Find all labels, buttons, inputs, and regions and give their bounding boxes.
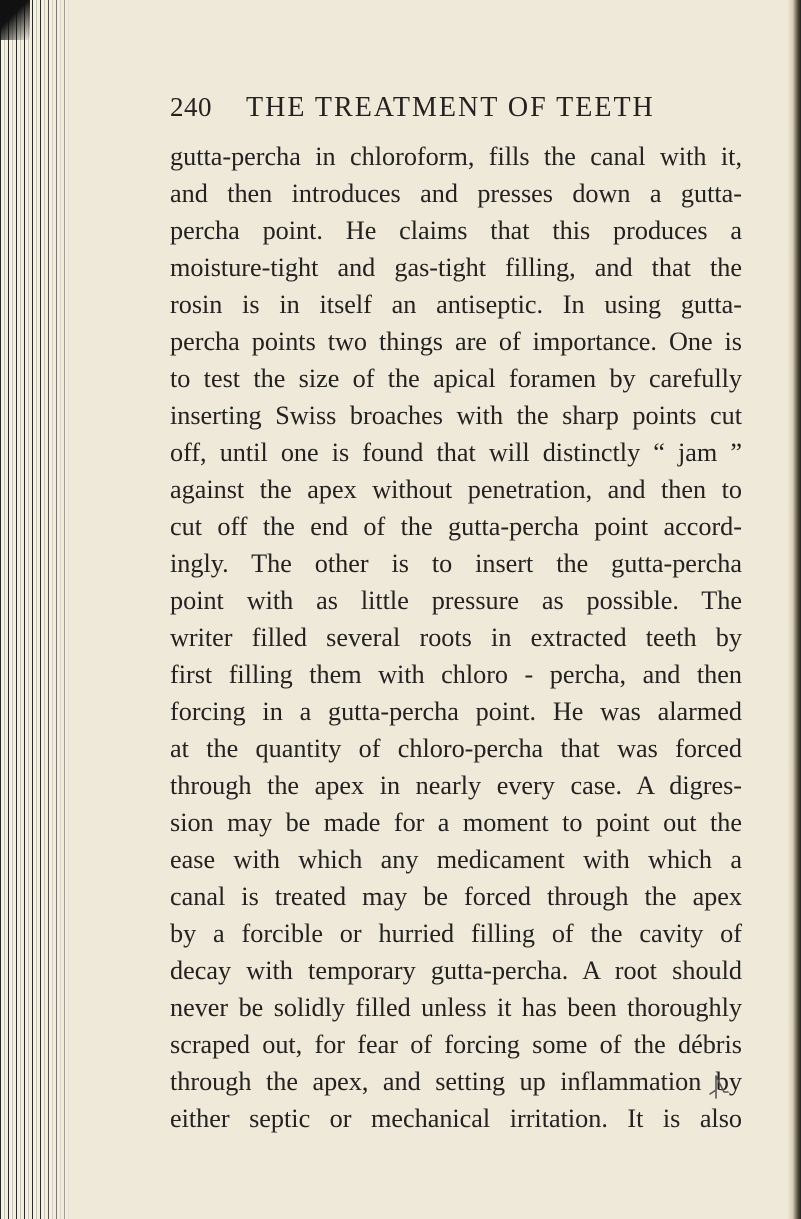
text-line: either septic or mechanical irritation. It is also [170,1104,742,1133]
page-edges-fade [40,0,80,1219]
text-line: never be solidly filled unless it has been thoroughly [170,993,742,1022]
text-line: sion may be made for a moment to point out the [170,808,742,837]
body-text [170,138,742,1137]
text-line: scraped out, for fear of forcing some of the débris [170,1030,742,1059]
text-line: canal is treated may be forced through the apex [170,882,742,911]
text-line: decay with temporary gutta-percha. A root should [170,956,742,985]
text-line: percha points two things are of importance. One is [170,327,742,356]
text-line: by a forcible or hurried filling of the cavity of [170,919,742,948]
text-line: rosin is in itself an antiseptic. In using gutta- [170,290,742,319]
text-line: percha point. He claims that this produces a [170,216,742,245]
running-title: THE TREATMENT OF TEETH [246,92,655,123]
text-line: and then introduces and presses down a gutta- [170,179,742,208]
text-line: cut off the end of the gutta-percha point accord- [170,512,742,541]
text-line: to test the size of the apical foramen by carefully [170,364,742,393]
right-page-edge [787,0,801,1219]
text-line: writer filled several roots in extracted teeth by [170,623,742,652]
text-line: through the apex, and setting up inflammation by [170,1067,742,1096]
text-line: through the apex in nearly every case. A digres- [170,771,742,800]
signature-mark [708,1068,732,1102]
page-number: 240 [170,92,212,122]
text-line: point with as little pressure as possible. The [170,586,742,615]
running-head [170,92,730,124]
text-line: first filling them with chloro - percha, and then [170,660,742,689]
text-line: inserting Swiss broaches with the sharp points cut [170,401,742,430]
text-line: gutta-percha in chloroform, fills the canal with it, [170,142,742,171]
text-line: forcing in a gutta-percha point. He was alarmed [170,697,742,726]
page-corner-shadow [0,0,30,40]
text-line: moisture-tight and gas-tight filling, and that the [170,253,742,282]
text-line: ingly. The other is to insert the gutta-percha [170,549,742,578]
text-line: against the apex without penetration, and then to [170,475,742,504]
text-line: off, until one is found that will distinctly “ jam ” [170,438,742,467]
text-line: at the quantity of chloro-percha that was forced [170,734,742,763]
text-line: ease with which any medicament with which a [170,845,742,874]
